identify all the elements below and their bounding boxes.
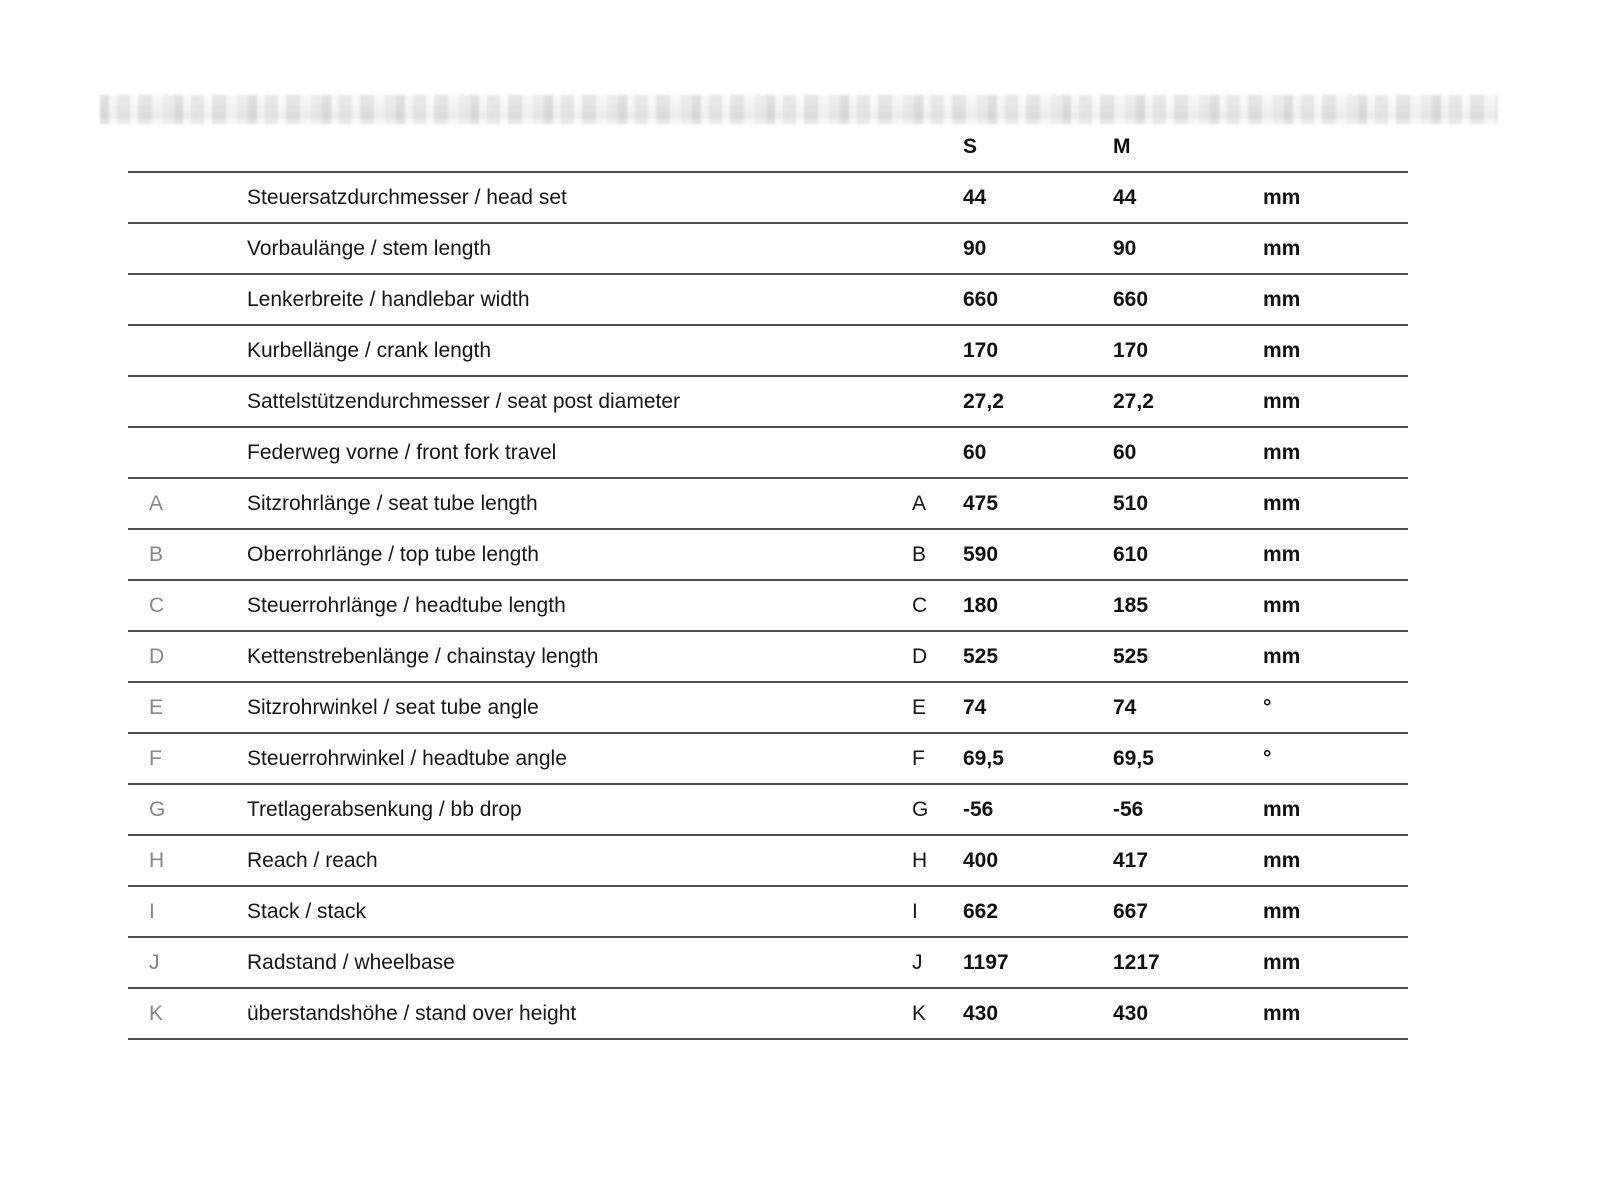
- row-ref-letter: K: [149, 1001, 164, 1025]
- row-unit: mm: [1263, 338, 1301, 362]
- row-ref-letter: A: [149, 491, 164, 515]
- row-unit: mm: [1263, 797, 1301, 821]
- row-ref-letter-2: F: [912, 746, 925, 770]
- row-unit: mm: [1263, 644, 1301, 668]
- row-ref-letter: B: [149, 542, 164, 566]
- table-row: [128, 224, 1408, 275]
- row-value-m: 525: [1113, 644, 1149, 668]
- table-row: [128, 734, 1408, 785]
- geometry-spec-table: [128, 122, 1408, 1040]
- row-ref-letter-2: I: [912, 899, 918, 923]
- row-ref-letter-2: A: [912, 491, 927, 515]
- row-value-m: 417: [1113, 848, 1149, 872]
- row-label: Kurbellänge / crank length: [247, 338, 491, 362]
- row-value-m: 69,5: [1113, 746, 1154, 770]
- table-row: [128, 275, 1408, 326]
- row-value-s: 74: [963, 695, 987, 719]
- table-row: [128, 479, 1408, 530]
- row-ref-letter: D: [149, 644, 165, 668]
- row-value-s: 27,2: [963, 389, 1004, 413]
- row-ref-letter: I: [149, 899, 155, 923]
- row-label: Vorbaulänge / stem length: [247, 236, 492, 260]
- row-value-m: 60: [1113, 440, 1137, 464]
- table-row: [128, 581, 1408, 632]
- row-value-s: 90: [963, 236, 987, 260]
- row-label: Sitzrohrwinkel / seat tube angle: [247, 695, 539, 719]
- row-value-s: 69,5: [963, 746, 1004, 770]
- row-unit: °: [1263, 746, 1272, 770]
- row-value-m: 44: [1113, 185, 1137, 209]
- row-ref-letter-2: D: [912, 644, 928, 668]
- row-value-s: 590: [963, 542, 999, 566]
- table-header-row: [128, 122, 1408, 173]
- row-value-m: -56: [1113, 797, 1144, 821]
- row-value-m: 510: [1113, 491, 1149, 515]
- row-value-s: 180: [963, 593, 999, 617]
- row-value-m: 74: [1113, 695, 1137, 719]
- row-ref-letter-2: C: [912, 593, 928, 617]
- row-label: Steuersatzdurchmesser / head set: [247, 185, 567, 209]
- row-value-s: 60: [963, 440, 987, 464]
- row-unit: mm: [1263, 1001, 1301, 1025]
- row-value-s: 1197: [963, 950, 1009, 974]
- row-ref-letter-2: G: [912, 797, 929, 821]
- row-unit: mm: [1263, 287, 1301, 311]
- row-unit: mm: [1263, 542, 1301, 566]
- row-unit: mm: [1263, 491, 1301, 515]
- row-value-m: 27,2: [1113, 389, 1154, 413]
- row-value-m: 185: [1113, 593, 1149, 617]
- row-value-s: 475: [963, 491, 999, 515]
- row-unit: mm: [1263, 236, 1301, 260]
- row-label: überstandshöhe / stand over height: [247, 1001, 577, 1025]
- row-label: Radstand / wheelbase: [247, 950, 455, 974]
- row-value-s: 430: [963, 1001, 999, 1025]
- table-row: [128, 530, 1408, 581]
- row-value-s: 170: [963, 338, 999, 362]
- row-value-m: 90: [1113, 236, 1137, 260]
- table-row: [128, 683, 1408, 734]
- row-ref-letter-2: H: [912, 848, 928, 872]
- blurred-text-band: [100, 95, 1498, 124]
- row-ref-letter: F: [149, 746, 162, 770]
- column-header-size-m: M: [1113, 134, 1131, 158]
- row-ref-letter-2: J: [912, 950, 923, 974]
- row-label: Federweg vorne / front fork travel: [247, 440, 557, 464]
- row-unit: mm: [1263, 950, 1301, 974]
- row-ref-letter: H: [149, 848, 165, 872]
- row-label: Tretlagerabsenkung / bb drop: [247, 797, 522, 821]
- table-row: [128, 377, 1408, 428]
- row-value-s: 400: [963, 848, 999, 872]
- row-label: Steuerrohrwinkel / headtube angle: [247, 746, 567, 770]
- table-row: [128, 785, 1408, 836]
- row-label: Steuerrohrlänge / headtube length: [247, 593, 566, 617]
- row-label: Stack / stack: [247, 899, 367, 923]
- row-value-s: 525: [963, 644, 999, 668]
- row-ref-letter: C: [149, 593, 165, 617]
- row-label: Kettenstrebenlänge / chainstay length: [247, 644, 599, 668]
- table-row: [128, 632, 1408, 683]
- row-unit: mm: [1263, 440, 1301, 464]
- row-label: Lenkerbreite / handlebar width: [247, 287, 530, 311]
- row-value-m: 660: [1113, 287, 1149, 311]
- table-row: [128, 836, 1408, 887]
- table-row: [128, 887, 1408, 938]
- row-label: Sitzrohrlänge / seat tube length: [247, 491, 538, 515]
- row-value-s: 660: [963, 287, 999, 311]
- row-value-s: -56: [963, 797, 994, 821]
- table-row: [128, 326, 1408, 377]
- row-unit: mm: [1263, 848, 1301, 872]
- row-ref-letter: J: [149, 950, 160, 974]
- table-row: [128, 173, 1408, 224]
- row-ref-letter-2: K: [912, 1001, 927, 1025]
- row-label: Oberrohrlänge / top tube length: [247, 542, 539, 566]
- row-value-m: 430: [1113, 1001, 1149, 1025]
- row-value-s: 662: [963, 899, 999, 923]
- row-unit: mm: [1263, 389, 1301, 413]
- table-row: [128, 938, 1408, 989]
- column-header-size-s: S: [963, 134, 978, 158]
- table-row: [128, 989, 1408, 1040]
- row-ref-letter-2: B: [912, 542, 927, 566]
- row-unit: °: [1263, 695, 1272, 719]
- row-ref-letter: G: [149, 797, 166, 821]
- row-ref-letter: E: [149, 695, 164, 719]
- row-value-m: 1217: [1113, 950, 1160, 974]
- row-value-m: 170: [1113, 338, 1149, 362]
- table-row: [128, 428, 1408, 479]
- row-unit: mm: [1263, 593, 1301, 617]
- row-ref-letter-2: E: [912, 695, 927, 719]
- row-unit: mm: [1263, 185, 1301, 209]
- row-value-s: 44: [963, 185, 987, 209]
- row-unit: mm: [1263, 899, 1301, 923]
- row-value-m: 667: [1113, 899, 1149, 923]
- row-value-m: 610: [1113, 542, 1149, 566]
- row-label: Reach / reach: [247, 848, 378, 872]
- row-label: Sattelstützendurchmesser / seat post diameter: [247, 389, 681, 413]
